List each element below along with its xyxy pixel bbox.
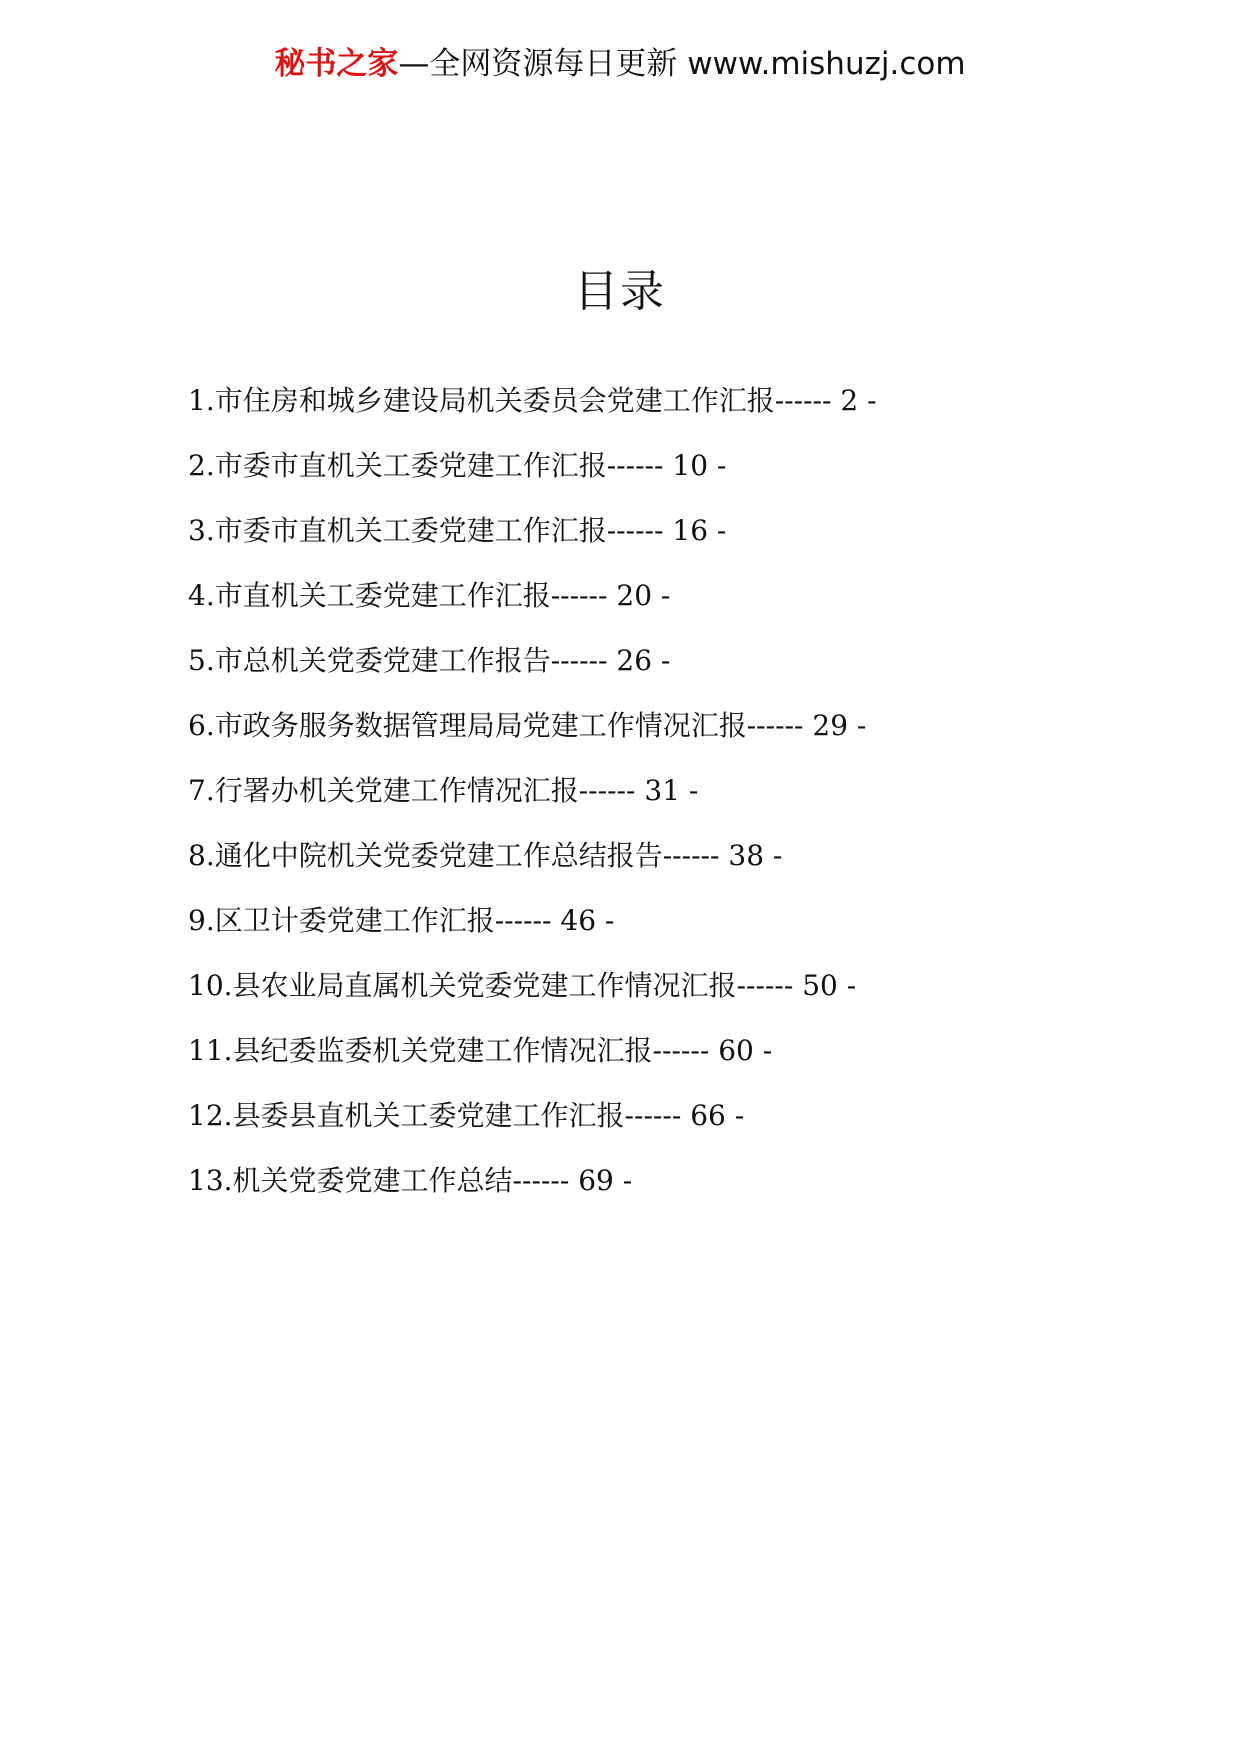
toc-entry[interactable]: 6.市政务服务数据管理局局党建工作情况汇报------ 29 - [188,709,867,742]
toc-entry[interactable]: 3.市委市直机关工委党建工作汇报------ 16 - [188,514,727,547]
toc-entry[interactable]: 13.机关党委党建工作总结------ 69 - [188,1164,633,1197]
toc-entry[interactable]: 7.行署办机关党建工作情况汇报------ 31 - [188,774,699,807]
page-header [0,42,1240,86]
toc-entry[interactable]: 8.通化中院机关党委党建工作总结报告------ 38 - [188,839,783,872]
toc-entry[interactable]: 12.县委县直机关工委党建工作汇报------ 66 - [188,1099,745,1132]
brand-name: 秘书之家 [274,46,399,82]
toc-entry[interactable]: 1.市住房和城乡建设局机关委员会党建工作汇报------ 2 - [188,384,877,417]
header-slogan: —全网资源每日更新 www.mishuzj.com [398,46,966,82]
page-title: 目录 [574,266,666,317]
toc-entry[interactable]: 2.市委市直机关工委党建工作汇报------ 10 - [188,449,727,482]
toc-entry[interactable]: 9.区卫计委党建工作汇报------ 46 - [188,904,615,937]
toc-entry[interactable]: 4.市直机关工委党建工作汇报------ 20 - [188,579,671,612]
toc-entry[interactable]: 5.市总机关党委党建工作报告------ 26 - [188,644,671,677]
toc-entry[interactable]: 10.县农业局直属机关党委党建工作情况汇报------ 50 - [188,969,857,1002]
table-of-contents [188,368,1058,1213]
toc-entry[interactable]: 11.县纪委监委机关党建工作情况汇报------ 60 - [188,1034,773,1067]
